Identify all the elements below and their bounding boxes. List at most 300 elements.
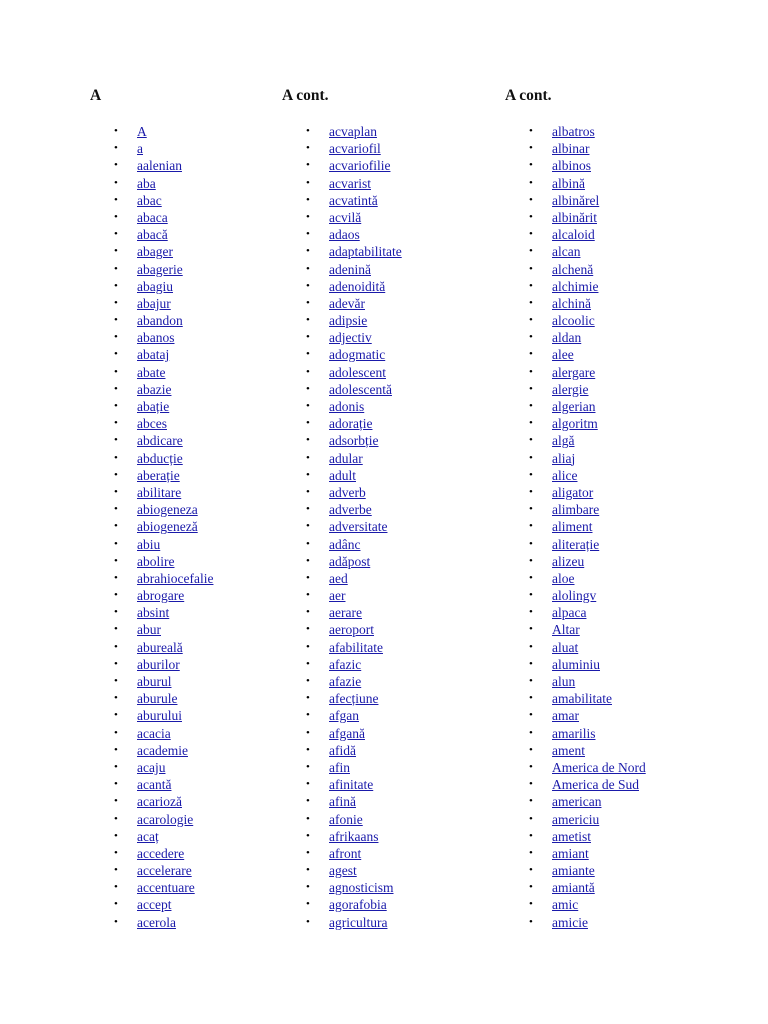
word-link[interactable]: algă [552, 433, 575, 449]
word-link[interactable]: adenină [329, 261, 371, 277]
list-item [90, 690, 213, 707]
word-link[interactable]: acvarist [329, 175, 371, 191]
bullet-icon: • [114, 382, 118, 395]
word-link[interactable]: afonie [329, 811, 363, 827]
bullet-icon: • [306, 125, 310, 137]
list-item [505, 811, 646, 828]
word-link[interactable]: ament [552, 742, 585, 758]
word-link[interactable]: alee [552, 347, 574, 363]
word-link[interactable]: aer [329, 588, 346, 604]
word-link[interactable]: aburului [137, 708, 182, 724]
word-link[interactable]: accentuare [137, 880, 195, 896]
word-link[interactable]: alimbare [552, 502, 600, 518]
list-item [505, 209, 646, 226]
word-link[interactable]: A [137, 124, 147, 139]
bullet-icon: • [306, 314, 310, 327]
word-link[interactable]: aluminiu [552, 656, 600, 672]
word-link[interactable]: algerian [552, 399, 596, 414]
list-item [282, 381, 402, 398]
word-link[interactable]: amic [552, 897, 579, 913]
list-item [505, 432, 646, 449]
list-item [282, 639, 402, 656]
word-link[interactable]: Altar [552, 622, 580, 638]
list-item [282, 879, 402, 896]
word-link[interactable]: adsorbție [329, 433, 379, 449]
word-link[interactable]: aburule [137, 691, 178, 707]
word-link[interactable]: amarilis [552, 725, 596, 741]
word-link[interactable]: adăpost [329, 553, 371, 569]
list-item [282, 329, 402, 346]
list-item [90, 278, 213, 295]
list-item [282, 261, 402, 278]
word-link[interactable]: aalenian [137, 158, 182, 174]
word-list [90, 123, 213, 931]
word-link[interactable]: aed [329, 570, 348, 586]
bullet-icon: • [529, 468, 533, 481]
word-link[interactable]: alice [552, 467, 578, 483]
word-link[interactable]: agnosticism [329, 880, 394, 896]
word-link[interactable]: agricultura [329, 914, 388, 930]
bullet-icon: • [529, 485, 533, 498]
word-link[interactable]: acaț [137, 828, 159, 844]
list-item [505, 381, 646, 398]
word-link[interactable]: acarologie [137, 811, 194, 827]
bullet-icon: • [306, 348, 310, 361]
word-link[interactable]: alchenă [552, 261, 594, 277]
bullet-icon: • [306, 417, 310, 430]
list-item [282, 828, 402, 845]
list-item [505, 879, 646, 896]
word-link[interactable]: abiu [137, 536, 161, 552]
bullet-icon: • [306, 915, 310, 928]
word-link[interactable]: adjectiv [329, 330, 372, 346]
bullet-icon: • [529, 503, 533, 516]
word-link[interactable]: albinărel [552, 192, 600, 208]
word-link[interactable]: americiu [552, 811, 600, 827]
word-link[interactable]: adverbe [329, 502, 372, 518]
list-item [505, 243, 646, 260]
list-item [90, 604, 213, 621]
list-item [505, 896, 646, 913]
word-link[interactable]: aberație [137, 467, 180, 483]
list-item [282, 776, 402, 793]
list-item [282, 209, 402, 226]
word-link[interactable]: America de Nord [552, 759, 646, 775]
bullet-icon: • [529, 176, 533, 189]
word-link[interactable]: aburilor [137, 656, 180, 672]
word-link[interactable]: abur [137, 622, 161, 638]
word-link[interactable]: aba [137, 175, 156, 191]
word-link[interactable]: acantă [137, 777, 172, 793]
word-link[interactable]: adânc [329, 536, 361, 552]
bullet-icon: • [114, 846, 118, 859]
word-link[interactable]: agest [329, 863, 357, 879]
word-link[interactable]: abajur [137, 295, 171, 311]
list-item [282, 157, 402, 174]
list-item [90, 175, 213, 192]
bullet-icon: • [529, 159, 533, 172]
list-item [505, 707, 646, 724]
word-link[interactable]: aloe [552, 570, 575, 586]
word-link[interactable]: aburul [137, 674, 172, 689]
list-item [505, 192, 646, 209]
list-item [282, 346, 402, 363]
word-link[interactable]: alchină [552, 295, 591, 311]
word-link[interactable]: abiogeneză [137, 519, 198, 535]
list-item [282, 226, 402, 243]
bullet-icon: • [306, 606, 310, 619]
bullet-icon: • [306, 623, 310, 636]
bullet-icon: • [114, 606, 118, 619]
list-item [505, 415, 646, 432]
word-link[interactable]: adenoidită [329, 278, 386, 294]
word-link[interactable]: adversitate [329, 519, 388, 535]
list-item [90, 346, 213, 363]
word-link[interactable]: afrikaans [329, 828, 379, 844]
word-link[interactable]: abager [137, 244, 173, 260]
word-link[interactable]: abate [137, 364, 166, 380]
bullet-icon: • [306, 142, 310, 155]
bullet-icon: • [529, 864, 533, 877]
bullet-icon: • [114, 675, 118, 687]
list-item [90, 192, 213, 209]
word-link[interactable]: abac [137, 192, 162, 208]
bullet-icon: • [114, 589, 118, 602]
word-link[interactable]: adolescent [329, 364, 386, 380]
bullet-icon: • [306, 451, 310, 464]
word-link[interactable]: afecțiune [329, 691, 379, 707]
list-item [505, 346, 646, 363]
word-link[interactable]: afidă [329, 742, 356, 758]
word-link[interactable]: american [552, 794, 602, 810]
bullet-icon: • [529, 657, 533, 670]
list-item [282, 656, 402, 673]
list-item [505, 450, 646, 467]
word-link[interactable]: adular [329, 450, 363, 466]
bullet-icon: • [114, 485, 118, 498]
word-link[interactable]: alchimie [552, 278, 599, 294]
bullet-icon: • [306, 485, 310, 498]
word-link[interactable]: aliterație [552, 536, 600, 552]
bullet-icon: • [114, 262, 118, 275]
bullet-icon: • [306, 571, 310, 584]
bullet-icon: • [529, 314, 533, 327]
list-item [90, 450, 213, 467]
word-link[interactable]: albinar [552, 141, 590, 157]
bullet-icon: • [529, 125, 533, 137]
word-link[interactable]: abagerie [137, 261, 183, 277]
word-link[interactable]: ametist [552, 828, 591, 844]
word-link[interactable]: abdicare [137, 433, 183, 449]
word-link[interactable]: alpaca [552, 605, 587, 621]
bullet-icon: • [306, 657, 310, 670]
bullet-icon: • [306, 760, 310, 773]
list-item [282, 243, 402, 260]
list-item [90, 828, 213, 845]
word-link[interactable]: adolescentă [329, 381, 392, 397]
bullet-icon: • [529, 606, 533, 619]
word-link[interactable]: alergie [552, 381, 589, 397]
word-link[interactable]: adverb [329, 484, 366, 500]
word-link[interactable]: afină [329, 794, 356, 810]
bullet-icon: • [529, 262, 533, 275]
list-item [90, 157, 213, 174]
bullet-icon: • [306, 812, 310, 825]
list-item [282, 192, 402, 209]
word-link[interactable]: algoritm [552, 416, 598, 432]
bullet-icon: • [306, 726, 310, 739]
word-link[interactable]: amiantă [552, 880, 595, 896]
list-item [282, 690, 402, 707]
word-link[interactable]: afinitate [329, 777, 374, 793]
word-link[interactable]: abducție [137, 450, 183, 466]
list-item [282, 398, 402, 415]
bullet-icon: • [114, 210, 118, 223]
word-link[interactable]: alun [552, 674, 576, 689]
word-link[interactable]: abrahiocefalie [137, 570, 214, 586]
word-link[interactable]: alolingv [552, 588, 597, 604]
word-link[interactable]: accedere [137, 845, 185, 861]
word-link[interactable]: alcan [552, 244, 581, 260]
bullet-icon: • [114, 296, 118, 309]
bullet-icon: • [114, 279, 118, 292]
list-item [505, 862, 646, 879]
word-link[interactable]: adonis [329, 399, 365, 414]
bullet-icon: • [114, 176, 118, 189]
list-item [282, 793, 402, 810]
bullet-icon: • [529, 829, 533, 842]
word-link[interactable]: acarioză [137, 794, 182, 810]
word-link[interactable]: afabilitate [329, 639, 383, 655]
word-link[interactable]: abrogare [137, 588, 185, 604]
word-link[interactable]: afazie [329, 674, 362, 689]
word-link[interactable]: albatros [552, 124, 595, 139]
word-link[interactable]: adaos [329, 227, 360, 243]
word-link[interactable]: amar [552, 708, 579, 724]
word-link[interactable]: aliaj [552, 450, 576, 466]
word-link[interactable]: abacă [137, 227, 168, 243]
word-link[interactable]: amiant [552, 845, 589, 861]
word-link[interactable]: aliment [552, 519, 593, 535]
word-link[interactable]: aluat [552, 639, 579, 655]
list-item [505, 759, 646, 776]
list-item [90, 759, 213, 776]
word-link[interactable]: America de Sud [552, 777, 639, 793]
list-item [90, 725, 213, 742]
list-item [282, 811, 402, 828]
bullet-icon: • [114, 829, 118, 842]
word-link[interactable]: a [137, 141, 143, 157]
bullet-icon: • [114, 348, 118, 361]
bullet-icon: • [306, 864, 310, 877]
bullet-icon: • [114, 159, 118, 172]
list-item [505, 295, 646, 312]
word-link[interactable]: aeroport [329, 622, 374, 638]
word-link[interactable]: abilitare [137, 484, 182, 500]
word-link[interactable]: afront [329, 845, 362, 861]
bullet-icon: • [114, 400, 118, 412]
list-item [90, 536, 213, 553]
list-item [282, 673, 402, 690]
word-link[interactable]: afgană [329, 725, 365, 741]
bullet-icon: • [114, 864, 118, 877]
list-item [90, 639, 213, 656]
list-item [505, 364, 646, 381]
list-item [90, 621, 213, 638]
bullet-icon: • [529, 812, 533, 825]
bullet-icon: • [306, 245, 310, 258]
bullet-icon: • [306, 554, 310, 567]
word-list [282, 123, 402, 931]
word-link[interactable]: acvariofil [329, 141, 381, 157]
bullet-icon: • [306, 468, 310, 481]
word-link[interactable]: alizeu [552, 553, 585, 569]
word-link[interactable]: absint [137, 605, 170, 621]
word-link[interactable]: abandon [137, 313, 183, 329]
bullet-icon: • [529, 743, 533, 756]
word-link[interactable]: afgan [329, 708, 359, 724]
bullet-icon: • [114, 520, 118, 533]
word-link[interactable]: adaptabilitate [329, 244, 402, 260]
word-link[interactable]: abație [137, 399, 170, 414]
list-item [282, 295, 402, 312]
bullet-icon: • [306, 262, 310, 275]
bullet-icon: • [306, 296, 310, 309]
word-link[interactable]: aldan [552, 330, 582, 346]
bullet-icon: • [114, 709, 118, 722]
word-link[interactable]: amiante [552, 863, 595, 879]
bullet-icon: • [529, 331, 533, 344]
list-item [505, 536, 646, 553]
word-link[interactable]: accept [137, 897, 172, 913]
word-link[interactable]: abiogeneza [137, 502, 198, 518]
word-link[interactable]: acvaplan [329, 124, 377, 139]
word-link[interactable]: adipsie [329, 313, 368, 329]
bullet-icon: • [306, 159, 310, 172]
word-link[interactable]: acerola [137, 914, 176, 930]
bullet-icon: • [529, 795, 533, 808]
list-item [282, 484, 402, 501]
list-item [90, 518, 213, 535]
word-link[interactable]: abaca [137, 209, 168, 225]
list-item [90, 656, 213, 673]
word-link[interactable]: afazic [329, 656, 362, 672]
word-link[interactable]: acacia [137, 725, 171, 741]
word-link[interactable]: abces [137, 416, 167, 432]
word-link[interactable]: accelerare [137, 863, 192, 879]
list-item [505, 123, 646, 140]
word-link[interactable]: adult [329, 467, 356, 483]
bullet-icon: • [306, 881, 310, 894]
column-heading: A [90, 87, 102, 104]
list-item [90, 329, 213, 346]
list-item [90, 467, 213, 484]
list-item [90, 896, 213, 913]
bullet-icon: • [114, 365, 118, 378]
list-item [282, 914, 402, 931]
list-item [90, 811, 213, 828]
word-link[interactable]: adevăr [329, 295, 365, 311]
bullet-icon: • [306, 228, 310, 241]
bullet-icon: • [306, 503, 310, 516]
word-link[interactable]: afin [329, 759, 350, 775]
list-item [282, 501, 402, 518]
column-1 [90, 86, 280, 930]
word-link[interactable]: amabilitate [552, 691, 612, 707]
list-item [282, 450, 402, 467]
word-link[interactable]: agorafobia [329, 897, 387, 913]
bullet-icon: • [306, 709, 310, 722]
word-link[interactable]: albinos [552, 158, 591, 174]
bullet-icon: • [114, 125, 118, 137]
list-item [505, 621, 646, 638]
list-item [282, 415, 402, 432]
word-link[interactable]: albinărit [552, 209, 597, 225]
list-item [282, 862, 402, 879]
list-item [505, 673, 646, 690]
column-heading: A cont. [282, 87, 329, 104]
list-item [505, 467, 646, 484]
bullet-icon: • [114, 331, 118, 344]
bullet-icon: • [529, 760, 533, 773]
bullet-icon: • [529, 846, 533, 859]
word-link[interactable]: albină [552, 175, 585, 191]
bullet-icon: • [529, 434, 533, 447]
bullet-icon: • [529, 348, 533, 361]
word-link[interactable]: amicie [552, 914, 588, 930]
word-link[interactable]: alergare [552, 364, 596, 380]
bullet-icon: • [306, 795, 310, 808]
word-link[interactable]: aerare [329, 605, 362, 621]
word-link[interactable]: aligator [552, 484, 594, 500]
bullet-icon: • [306, 279, 310, 292]
list-item [282, 845, 402, 862]
list-item [282, 432, 402, 449]
word-link[interactable]: adorație [329, 416, 373, 432]
word-link[interactable]: adogmatic [329, 347, 386, 363]
list-item [90, 415, 213, 432]
word-link[interactable]: abanos [137, 330, 175, 346]
word-link[interactable]: abataj [137, 347, 170, 363]
list-item [90, 776, 213, 793]
word-link[interactable]: abazie [137, 381, 172, 397]
bullet-icon: • [114, 795, 118, 808]
word-link[interactable]: alcoolic [552, 313, 595, 329]
word-link[interactable]: abagiu [137, 278, 173, 294]
word-link[interactable]: academie [137, 742, 188, 758]
bullet-icon: • [306, 675, 310, 687]
bullet-icon: • [529, 382, 533, 395]
bullet-icon: • [114, 881, 118, 894]
list-item [90, 209, 213, 226]
list-item [282, 518, 402, 535]
bullet-icon: • [306, 210, 310, 223]
word-link[interactable]: acvatintă [329, 192, 378, 208]
bullet-icon: • [306, 846, 310, 859]
word-link[interactable]: acaju [137, 759, 166, 775]
word-link[interactable]: abureală [137, 639, 183, 655]
bullet-icon: • [114, 537, 118, 550]
list-item [505, 278, 646, 295]
word-link[interactable]: acvilă [329, 209, 362, 225]
bullet-icon: • [114, 726, 118, 739]
word-link[interactable]: abolire [137, 553, 175, 569]
bullet-icon: • [529, 778, 533, 791]
bullet-icon: • [114, 228, 118, 241]
word-link[interactable]: acvariofilie [329, 158, 391, 174]
word-link[interactable]: alcaloid [552, 227, 595, 243]
list-item [282, 570, 402, 587]
